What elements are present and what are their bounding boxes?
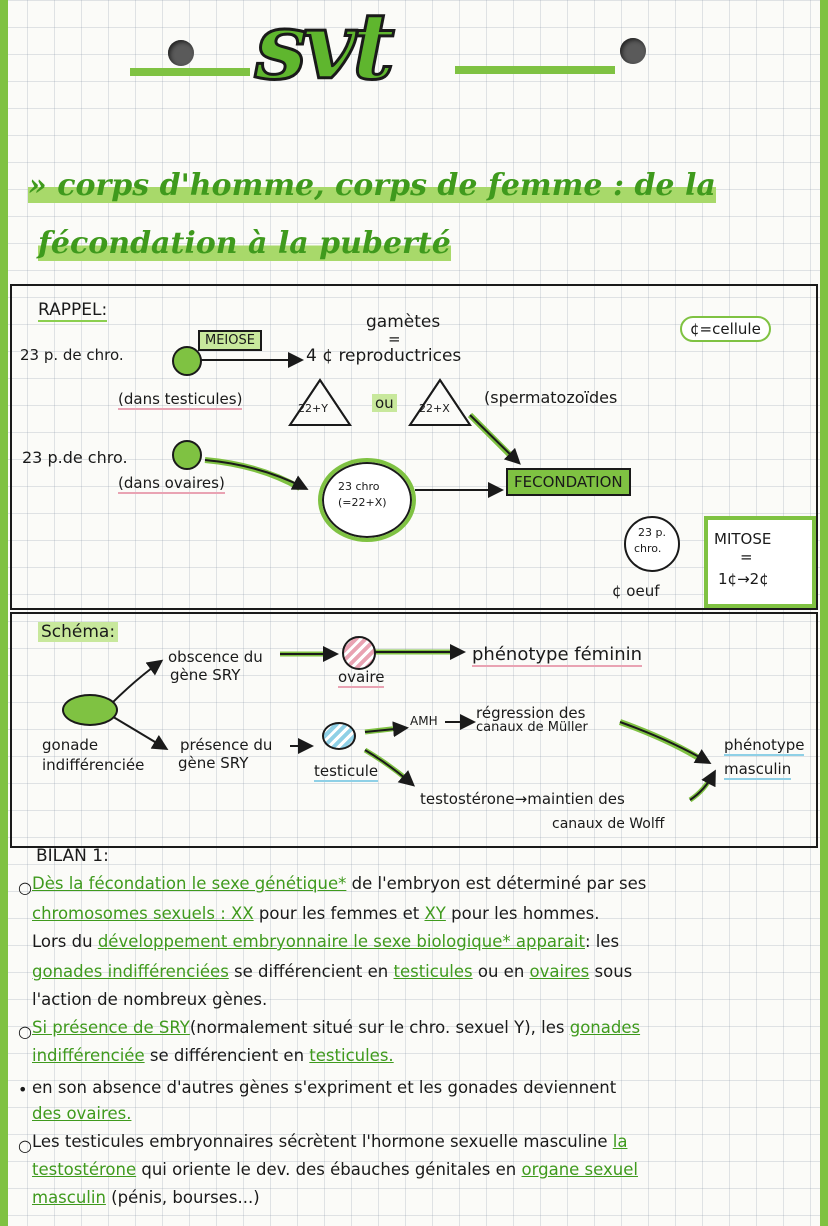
regression-2: canaux de Müller (476, 720, 588, 735)
bilan-line-8: en son absence d'autres gènes s'expriment et les gonades deviennent (32, 1078, 617, 1097)
oeuf-chro-1: 23 p. (638, 526, 666, 539)
ovaire-cell (342, 636, 376, 670)
ou-label: ou (372, 394, 397, 412)
testicules-label: (dans testicules) (118, 390, 243, 408)
mitose-label: MITOSE (714, 530, 772, 548)
schema-heading: Schéma: (38, 622, 118, 642)
bullet-2: ○ (18, 1022, 32, 1041)
reproductrices-label: 4 ¢ reproductrices (306, 346, 462, 366)
testicule-cell (322, 722, 356, 750)
gonade-label-1: gonade (42, 736, 99, 754)
fecondation-box: FECONDATION (506, 468, 631, 496)
presence-2: gène SRY (178, 754, 249, 772)
bilan-line-9: des ovaires. (32, 1104, 132, 1123)
bilan-line-6: Si présence de SRY(normalement situé sur le chro. sexuel Y), les gonades (32, 1018, 641, 1037)
regression-1: régression des (476, 704, 586, 722)
absence-2: gène SRY (170, 666, 241, 684)
bullet-1: ○ (18, 878, 32, 897)
bilan-line-4: gonades indifférenciées se différencient en testicules ou en ovaires sous (32, 962, 633, 981)
phenotype-masculin-2: masculin (724, 760, 792, 778)
bullet-4: ○ (18, 1136, 32, 1155)
phenotype-masculin-1: phénotype (724, 736, 805, 754)
bilan-line-3: Lors du développement embryonnaire le sexe biologique* apparait: les (32, 932, 620, 951)
bilan-line-2: chromosomes sexuels : XX pour les femmes et XY pour les hommes. (32, 904, 600, 923)
testicule-label: testicule (314, 762, 379, 780)
amh-label: AMH (410, 714, 438, 728)
mitose-formula: 1¢→2¢ (718, 570, 769, 588)
cell-female (172, 440, 202, 470)
oeuf-chro-2: chro. (634, 542, 662, 555)
meiose-label: MEIOSE (198, 330, 262, 351)
subtitle-line-1: » corps d'homme, corps de femme : de la (28, 168, 716, 203)
subtitle-line-2: fécondation à la puberté (38, 226, 451, 261)
oeuf-label: ¢ oeuf (612, 582, 660, 600)
spermatozoides-label: (spermatozoïdes (484, 388, 618, 407)
bilan-line-1: Dès la fécondation le sexe génétique* de l'embryon est déterminé par ses (32, 874, 647, 893)
mitose-eq: = (740, 548, 753, 566)
bullet-3: • (18, 1080, 28, 1099)
gamete-22Y: 22+Y (298, 402, 328, 415)
ovule-formula: (=22+X) (338, 496, 387, 509)
testosterone-label: testostérone→maintien des (420, 790, 625, 808)
chro-male-label: 23 p. de chro. (20, 346, 124, 364)
gonade-cell (62, 694, 118, 726)
bilan-line-7: indifférenciée se différencient en testicules. (32, 1046, 394, 1065)
cellule-legend: ¢=cellule (680, 316, 771, 342)
bilan-heading: BILAN 1: (36, 846, 109, 866)
absence-1: obscence du (168, 648, 263, 666)
ovaire-label: ovaire (338, 668, 385, 686)
schema-box (10, 612, 818, 848)
bilan-line-11: testostérone qui oriente le dev. des ébauches génitales en organe sexuel (32, 1160, 638, 1179)
presence-1: présence du (180, 736, 273, 754)
bilan-line-10: Les testicules embryonnaires sécrètent l'hormone sexuelle masculine la (32, 1132, 628, 1151)
gonade-label-2: indifférenciée (42, 756, 145, 774)
phenotype-feminin: phénotype féminin (472, 644, 643, 665)
wolff-label: canaux de Wolff (552, 816, 665, 832)
page-title: svt (255, 0, 391, 100)
ovaires-label: (dans ovaires) (118, 474, 225, 492)
chro-female-label: 23 p.de chro. (22, 448, 128, 467)
rappel-heading: RAPPEL: (38, 300, 108, 320)
bilan-line-5: l'action de nombreux gènes. (32, 990, 268, 1009)
gametes-eq: = (388, 330, 401, 348)
bilan-line-12: masculin (pénis, bourses...) (32, 1188, 260, 1207)
ovule-chro: 23 chro (338, 480, 380, 493)
gamete-22X: 22+X (419, 402, 450, 415)
gametes-label: gamètes (366, 312, 441, 332)
